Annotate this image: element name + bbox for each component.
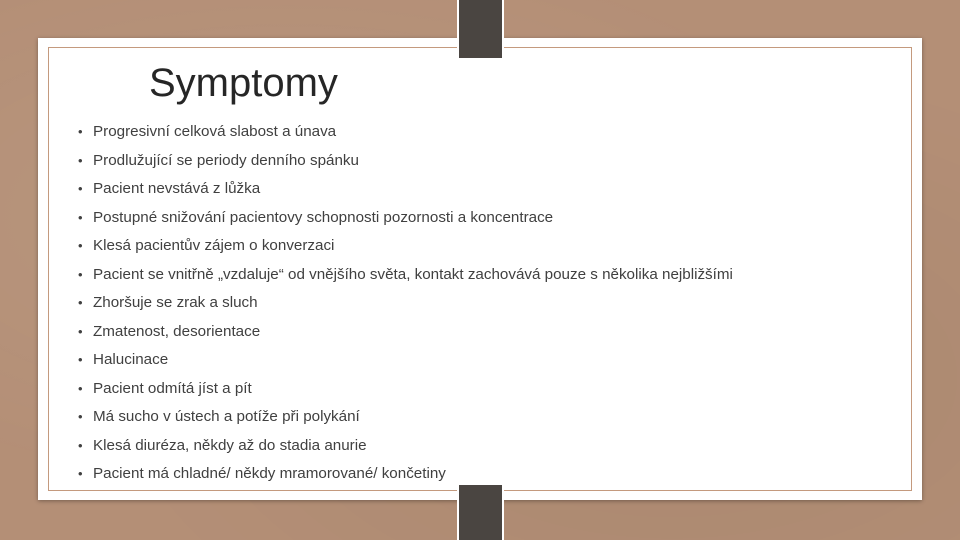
- list-item: [78, 403, 858, 432]
- bullet-icon: •: [78, 295, 83, 310]
- list-item: [78, 375, 858, 404]
- list-item-text: Klesá pacientův zájem o konverzaci: [93, 237, 335, 254]
- list-item: [78, 204, 858, 233]
- list-item-text: Zmatenost, desorientace: [93, 322, 261, 340]
- list-item: [78, 147, 858, 176]
- bullet-icon: •: [78, 152, 83, 168]
- list-item-text: Pacient se vnitřně „vzdaluje“ od vnějšího světa, kontakt zachovává pouze s několika nejbližšími: [93, 265, 733, 283]
- bullet-icon: •: [78, 409, 83, 424]
- list-item: [78, 175, 858, 204]
- bullet-icon: •: [78, 209, 83, 225]
- symptom-list: [78, 118, 858, 489]
- bullet-icon: •: [78, 124, 83, 139]
- list-item: [78, 432, 858, 461]
- bullet-icon: •: [78, 380, 83, 396]
- top-binder-tab: [457, 0, 504, 60]
- bullet-icon: •: [78, 323, 83, 339]
- bullet-icon: •: [78, 466, 83, 481]
- list-item: [78, 232, 858, 261]
- bullet-icon: •: [78, 266, 83, 282]
- list-item: [78, 118, 858, 147]
- list-item-text: Prodlužující se periody denního spánku: [93, 151, 359, 169]
- bullet-icon: •: [78, 238, 83, 253]
- list-item-text: Postupné snižování pacientovy schopnosti pozornosti a koncentrace: [93, 208, 554, 226]
- list-item: [78, 318, 858, 347]
- list-item-text: Pacient nevstává z lůžka: [93, 180, 261, 197]
- bottom-binder-tab: [457, 483, 504, 540]
- list-item: [78, 346, 858, 375]
- list-item: [78, 289, 858, 318]
- list-item-text: Má sucho v ústech a potíže při polykání: [93, 408, 360, 425]
- list-item-text: Progresivní celková slabost a únava: [93, 123, 337, 140]
- list-item-text: Pacient má chladné/ někdy mramorované/ končetiny: [93, 465, 446, 482]
- bullet-icon: •: [78, 181, 83, 196]
- list-item-text: Klesá diuréza, někdy až do stadia anurie: [93, 436, 367, 454]
- bullet-icon: •: [78, 352, 83, 367]
- list-item-text: Pacient odmítá jíst a pít: [93, 379, 252, 397]
- list-item: [78, 261, 858, 290]
- bullet-icon: •: [78, 437, 83, 453]
- list-item-text: Halucinace: [93, 351, 169, 368]
- list-item-text: Zhoršuje se zrak a sluch: [93, 294, 258, 311]
- slide-title: Symptomy: [149, 61, 338, 105]
